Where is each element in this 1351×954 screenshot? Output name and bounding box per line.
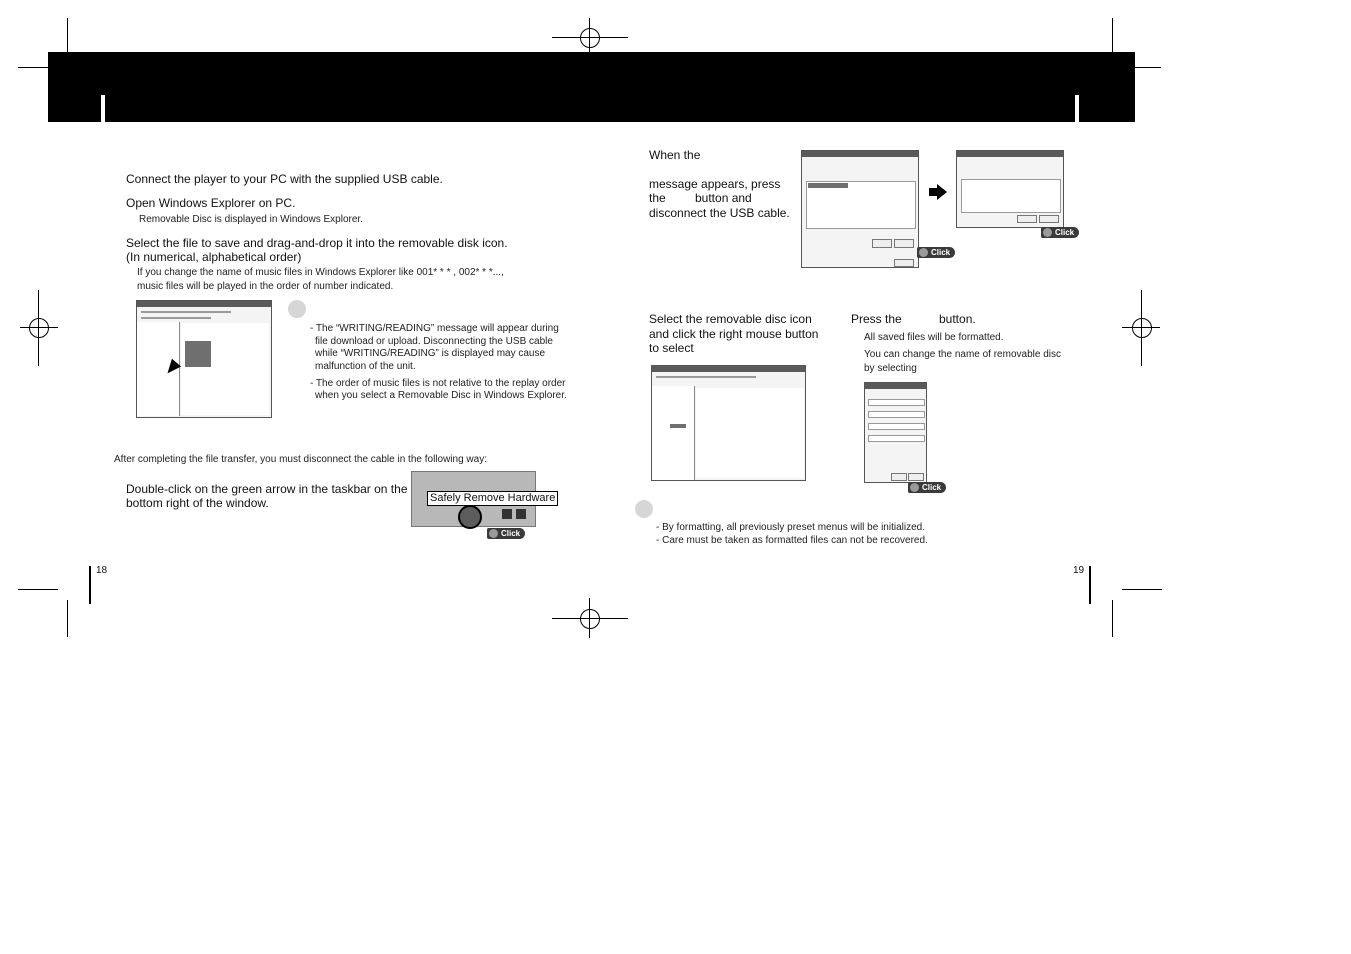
tray-icon bbox=[502, 509, 512, 519]
rename-note-line2: by selecting bbox=[864, 363, 917, 374]
page-rule-left bbox=[89, 566, 91, 604]
selected-device bbox=[808, 183, 848, 188]
note-2-line-1: - The order of music files is not relative to the replay order bbox=[310, 378, 566, 389]
crop-mark bbox=[67, 600, 68, 637]
step-1-text: Connect the player to your PC with the supplied USB cable. bbox=[126, 172, 443, 186]
note-3: - By formatting, all previously preset menus will be initialized. bbox=[656, 522, 925, 533]
properties-button bbox=[872, 239, 892, 248]
registration-mark bbox=[580, 609, 600, 629]
step-3-text: Select the file to save and drag-and-drop it into the removable disk icon. bbox=[126, 236, 508, 250]
folder-tree-pane bbox=[652, 386, 695, 480]
click-label: Click bbox=[922, 483, 942, 492]
header-band bbox=[48, 52, 1135, 122]
stop-device-dialog-screenshot bbox=[956, 150, 1064, 228]
screenshot-title-bar bbox=[957, 151, 1063, 157]
format-dialog-screenshot bbox=[864, 382, 927, 483]
click-indicator bbox=[1041, 227, 1079, 238]
hand-icon bbox=[919, 248, 928, 257]
press-suffix: button. bbox=[939, 312, 976, 326]
cancel-button bbox=[1039, 215, 1059, 223]
hand-icon bbox=[910, 483, 919, 492]
when-text: When the bbox=[649, 148, 701, 162]
disconnect-intro: After completing the file transfer, you must disconnect the cable in the following way: bbox=[114, 454, 487, 465]
click-indicator bbox=[487, 528, 525, 539]
click-label: Click bbox=[931, 248, 951, 257]
file-list-pane bbox=[696, 388, 804, 478]
registration-line bbox=[1122, 327, 1160, 328]
taskbar-screenshot bbox=[411, 471, 556, 527]
when-text-line3: the bbox=[649, 191, 666, 205]
step-3-text-line2: (In numerical, alphabetical order) bbox=[126, 250, 302, 264]
click-label: Click bbox=[501, 529, 521, 538]
start-button[interactable] bbox=[891, 473, 907, 481]
close-button bbox=[894, 259, 914, 267]
note-icon bbox=[635, 500, 653, 518]
note-icon bbox=[288, 300, 306, 318]
step-2-text: Open Windows Explorer on PC. bbox=[126, 196, 296, 210]
click-label: Click bbox=[1055, 228, 1075, 237]
arrow-right-icon bbox=[929, 188, 937, 196]
page-number-left: 18 bbox=[96, 565, 108, 576]
safely-remove-hardware-icon[interactable] bbox=[458, 505, 482, 529]
device-list bbox=[961, 179, 1061, 213]
screenshot-title-bar bbox=[137, 301, 271, 307]
click-indicator bbox=[917, 247, 955, 258]
safely-remove-dialog-screenshot bbox=[801, 150, 919, 268]
selected-files bbox=[185, 341, 211, 367]
registration-mark bbox=[29, 318, 49, 338]
note-2-line-2: when you select a Removable Disc in Windows Explorer. bbox=[315, 390, 567, 401]
format-step-text: Select the removable disc icon bbox=[649, 312, 812, 326]
registration-mark bbox=[1132, 318, 1152, 338]
screenshot-title-bar bbox=[802, 151, 918, 157]
volume-label-input[interactable] bbox=[868, 435, 925, 442]
page-number-right: 19 bbox=[1073, 565, 1085, 576]
rename-note: You can change the name of removable disc bbox=[864, 349, 1061, 360]
when-text-line3b: button and bbox=[695, 191, 752, 205]
note-4: - Care must be taken as formatted files can not be recovered. bbox=[656, 535, 928, 546]
note-1-line-4: malfunction of the unit. bbox=[315, 361, 416, 372]
arrow-right-icon-head bbox=[937, 184, 947, 200]
doubleclick-step-line2: bottom right of the window. bbox=[126, 496, 269, 510]
header-right-marker bbox=[1075, 95, 1079, 123]
registration-line bbox=[20, 327, 58, 328]
hand-icon bbox=[1043, 228, 1052, 237]
when-text-line4: disconnect the USB cable. bbox=[649, 206, 790, 220]
close-button bbox=[908, 473, 924, 481]
registration-line bbox=[1141, 290, 1142, 366]
crop-mark bbox=[1112, 18, 1113, 52]
removable-disc-item[interactable] bbox=[670, 424, 686, 428]
screenshot-title-bar bbox=[865, 383, 926, 389]
crop-mark bbox=[1135, 67, 1161, 68]
formatted-note: All saved files will be formatted. bbox=[864, 332, 1004, 343]
click-indicator bbox=[908, 482, 946, 493]
crop-mark bbox=[1122, 589, 1162, 590]
removable-disc-explorer-screenshot bbox=[651, 365, 806, 481]
step-3-subtext: If you change the name of music files in Windows Explorer like 001* * * , 002* * *..., bbox=[137, 267, 504, 278]
when-text-line2: message appears, press bbox=[649, 177, 781, 191]
allocation-select bbox=[868, 423, 925, 430]
capacity-select bbox=[868, 399, 925, 406]
doubleclick-step: Double-click on the green arrow in the taskbar on the bbox=[126, 482, 408, 496]
step-2-subtext: Removable Disc is displayed in Windows Explorer. bbox=[139, 214, 363, 225]
press-prefix: Press the bbox=[851, 312, 902, 326]
format-step-text-line2: and click the right mouse button bbox=[649, 327, 819, 341]
registration-line bbox=[38, 290, 39, 366]
ok-button[interactable] bbox=[1017, 215, 1037, 223]
device-list bbox=[806, 181, 916, 229]
format-step-text-line3: to select bbox=[649, 341, 694, 355]
tray-icon bbox=[516, 509, 526, 519]
registration-line bbox=[552, 37, 628, 38]
file-list-pane bbox=[181, 323, 269, 415]
address-line bbox=[141, 317, 211, 319]
registration-line bbox=[552, 618, 628, 619]
page-rule-right bbox=[1089, 566, 1091, 604]
explorer-screenshot bbox=[136, 300, 272, 418]
screenshot-title-bar bbox=[652, 366, 805, 372]
note-1-line-1: - The “WRITING/READING” message will appear during bbox=[310, 323, 559, 334]
stop-button[interactable] bbox=[894, 239, 914, 248]
safely-remove-tooltip: Safely Remove Hardware bbox=[427, 491, 558, 506]
note-1-line-3: while “WRITING/READING” is displayed may cause bbox=[315, 348, 546, 359]
crop-mark bbox=[18, 589, 58, 590]
hand-icon bbox=[489, 529, 498, 538]
registration-line bbox=[589, 18, 590, 58]
note-1-line-2: file download or upload. Disconnecting the USB cable bbox=[315, 336, 553, 347]
crop-mark bbox=[18, 67, 48, 68]
step-3-subtext-line2: music files will be played in the order of number indicated. bbox=[137, 281, 394, 292]
crop-mark bbox=[67, 18, 68, 52]
crop-mark bbox=[1112, 600, 1113, 637]
header-left-marker bbox=[101, 95, 105, 123]
file-system-select bbox=[868, 411, 925, 418]
toolbar-line bbox=[141, 311, 231, 313]
toolbar-line bbox=[656, 376, 756, 378]
registration-mark bbox=[580, 28, 600, 48]
